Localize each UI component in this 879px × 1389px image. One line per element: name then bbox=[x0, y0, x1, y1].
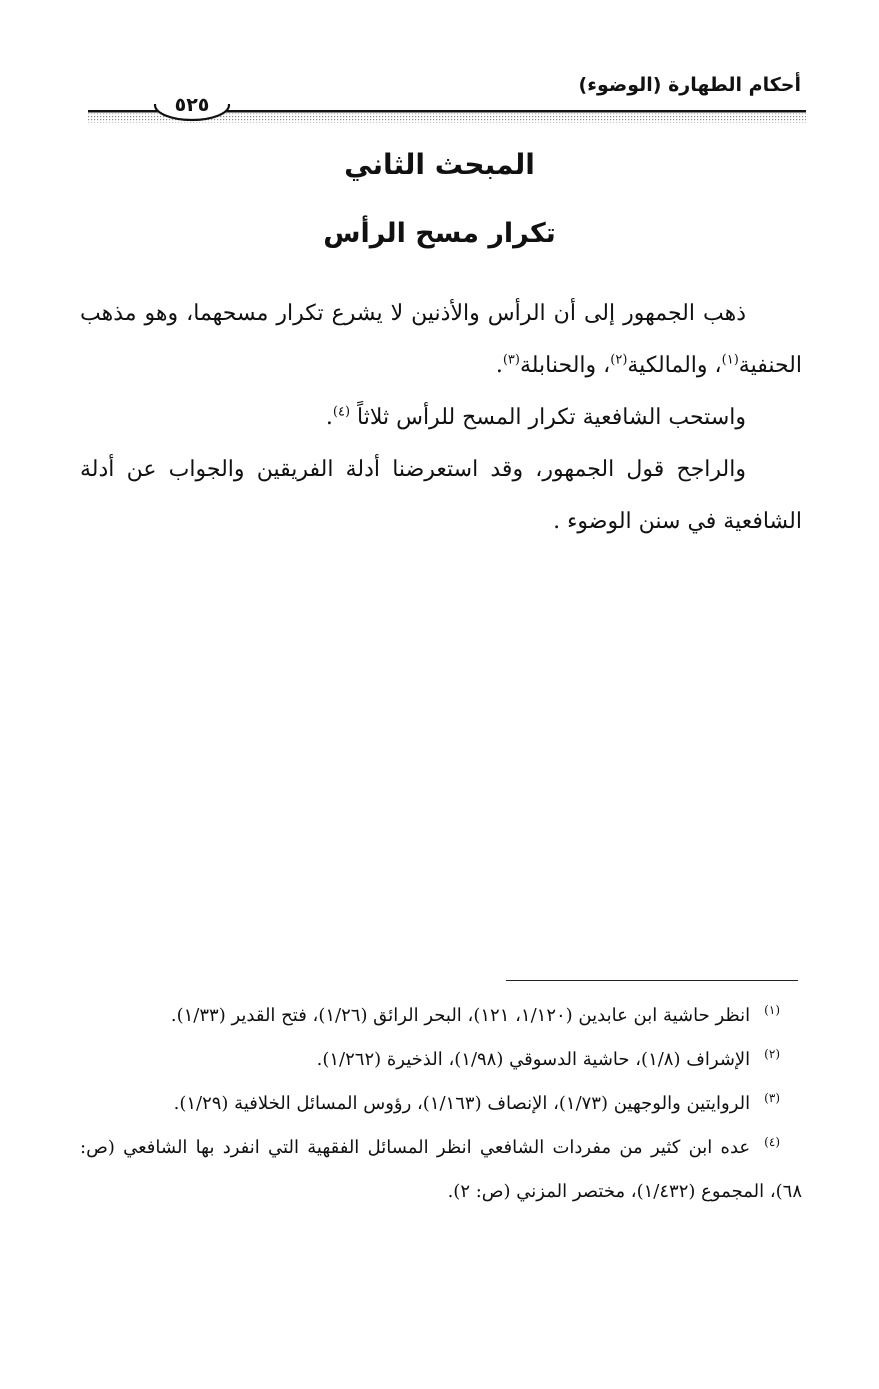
paragraph-3: والراجح قول الجمهور، وقد استعرضنا أدلة الفريقين والجواب عن أدلة الشافعية في سنن الوضوء . bbox=[80, 457, 802, 534]
footnote-3 bbox=[80, 1082, 802, 1126]
chapter-heading: المبحث الثاني bbox=[344, 148, 535, 181]
footnote-mark: (٢) bbox=[764, 1047, 780, 1061]
footnote-text: عده ابن كثير من مفردات الشافعي انظر المسائل الفقهية التي انفرد بها الشافعي (ص: ٦٨)، المجموع (١/٤٣٢)، مختصر المزني (ص: ٢). bbox=[80, 1137, 802, 1202]
page-number: ٥٢٥ bbox=[174, 94, 210, 116]
footnote-4 bbox=[80, 1126, 802, 1214]
footnote-ref-4[interactable]: (٤) bbox=[332, 404, 351, 420]
body-text bbox=[80, 288, 802, 548]
running-title: أحكام الطهارة (الوضوء) bbox=[578, 74, 801, 96]
footnote-ref-3[interactable]: (٣) bbox=[502, 352, 520, 368]
footnote-ref-1[interactable]: (١) bbox=[721, 352, 739, 368]
footnotes bbox=[80, 994, 802, 1214]
paragraph-2: واستحب الشافعية تكرار المسح للرأس ثلاثاً $^{(٤)}$. bbox=[325, 404, 746, 430]
footnote-text: الإشراف (١/٨)، حاشية الدسوقي (١/٩٨)، الذخيرة (١/٢٦٢). bbox=[316, 1049, 751, 1070]
footnote-mark: (٣) bbox=[764, 1091, 780, 1105]
footnote-2 bbox=[80, 1038, 802, 1082]
footnote-ref-2[interactable]: (٢) bbox=[610, 352, 628, 368]
footnote-mark: (٤) bbox=[764, 1135, 780, 1149]
footnote-text: انظر حاشية ابن عابدين (١/١٢٠، ١٢١)، البحر الرائق (١/٢٦)، فتح القدير (١/٣٣). bbox=[170, 1005, 751, 1026]
paragraph-1: ذهب الجمهور إلى أن الرأس والأذنين لا يشرع تكرار مسحهما، وهو مذهب الحنفية$^{(١)}$، والمالكية$^{(٢)}$، والحنابلة$^{(٣)}$. bbox=[80, 301, 802, 378]
footnote-mark: (١) bbox=[764, 1003, 780, 1017]
footnote-text: الروايتين والوجهين (١/٧٣)، الإنصاف (١/١٦٣)، رؤوس المسائل الخلافية (١/٢٩). bbox=[173, 1093, 751, 1114]
footnote-1 bbox=[80, 994, 802, 1038]
footnote-separator bbox=[506, 980, 798, 981]
topic-heading: تكرار مسح الرأس bbox=[323, 218, 556, 249]
